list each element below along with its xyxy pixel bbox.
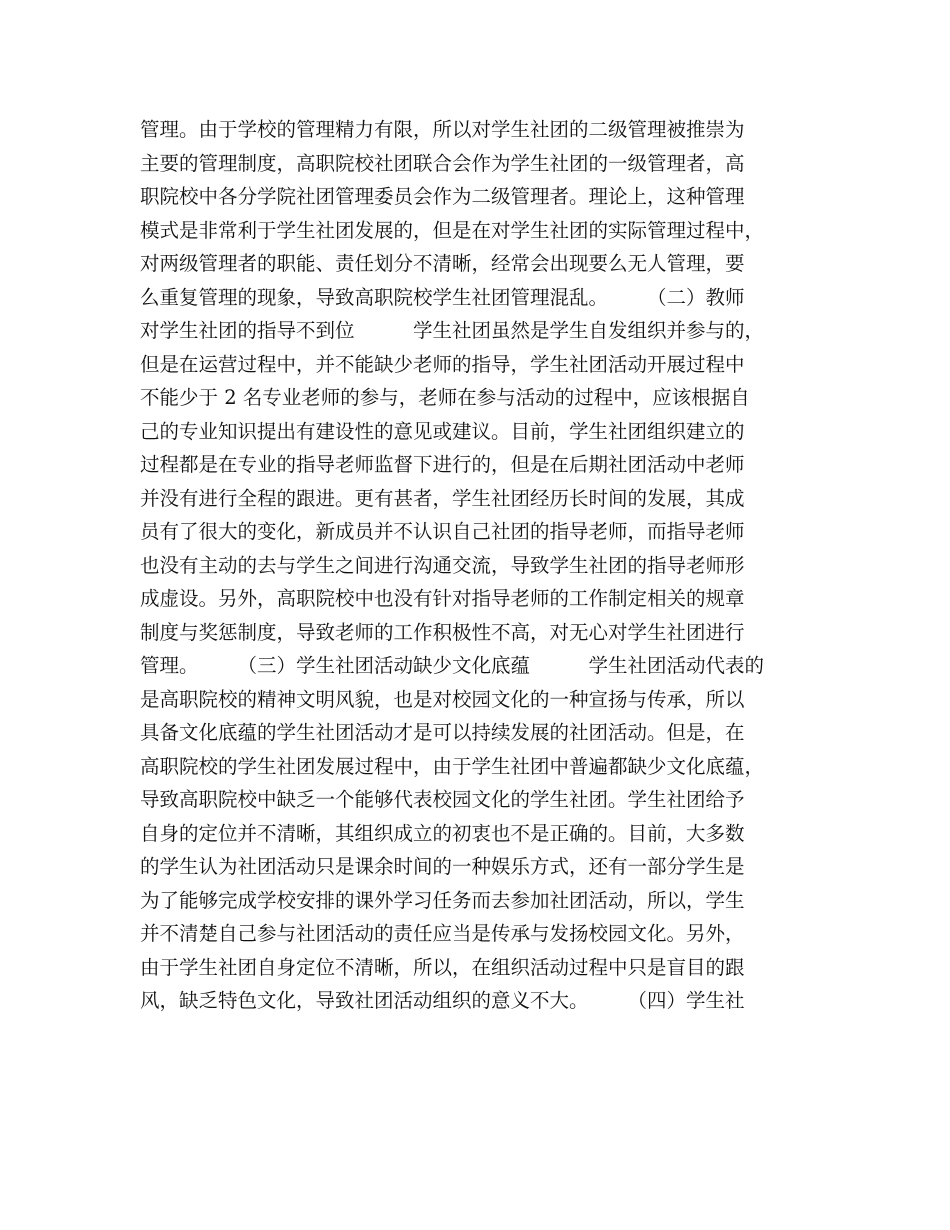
text-line: 为了能够完成学校安排的课外学习任务而去参加社团活动，所以，学生 [140, 888, 745, 912]
text-line: 过程都是在专业的指导老师监督下进行的，但是在后期社团活动中老师 [140, 453, 745, 476]
text-line: 己的专业知识提出有建设性的意见或建议。目前，学生社团组织建立的 [140, 419, 745, 443]
text-line: 由于学生社团自身定位不清晰，所以，在组织活动过程中只是盲目的跟 [140, 955, 745, 979]
text-line: 对学生社团的指导不到位 学生社团虽然是学生自发组织并参与的， [140, 319, 765, 342]
text-line: 的学生认为社团活动只是课余时间的一种娱乐方式，还有一部分学生是 [140, 855, 745, 878]
text-line: 成虚设。另外，高职院校中也没有针对指导老师的工作制定相关的规章 [140, 587, 745, 610]
text-line: 管理。由于学校的管理精力有限，所以对学生社团的二级管理被推崇为 [140, 118, 745, 141]
text-line: 并不清楚自己参与社团活动的责任应当是传承与发扬校园文化。另外， [140, 922, 745, 945]
text-line: 风，缺乏特色文化，导致社团活动组织的意义不大。 （四）学生社 [140, 989, 745, 1012]
body-text [140, 113, 830, 1018]
text-line: 么重复管理的现象，导致高职院校学生社团管理混乱。 （二）教师 [140, 285, 745, 309]
text-line: 是高职院校的精神文明风貌，也是对校园文化的一种宣扬与传承，所以 [140, 687, 745, 711]
text-line: 也没有主动的去与学生之间进行沟通交流，导致学生社团的指导老师形 [140, 553, 745, 577]
text-line: 主要的管理制度，高职院校社团联合会作为学生社团的一级管理者，高 [140, 151, 745, 175]
text-line: 员有了很大的变化，新成员并不认识自己社团的指导老师，而指导老师 [140, 520, 745, 543]
text-line: 制度与奖惩制度，导致老师的工作积极性不高，对无心对学生社团进行 [140, 620, 745, 644]
text-line: 不能少于 2 名专业老师的参与，老师在参与活动的过程中，应该根据自 [140, 386, 750, 409]
text-line: 但是在运营过程中，并不能缺少老师的指导，学生社团活动开展过程中 [140, 352, 745, 376]
text-line: 管理。 （三）学生社团活动缺少文化底蕴 学生社团活动代表的 [140, 654, 765, 677]
text-line: 高职院校的学生社团发展过程中，由于学生社团中普遍都缺少文化底蕴， [140, 754, 765, 778]
text-line: 并没有进行全程的跟进。更有甚者，学生社团经历长时间的发展，其成 [140, 486, 745, 510]
text-line: 对两级管理者的职能、责任划分不清晰，经常会出现要么无人管理，要 [140, 252, 745, 275]
text-line: 具备文化底蕴的学生社团活动才是可以持续发展的社团活动。但是，在 [140, 721, 745, 744]
text-line: 模式是非常利于学生社团发展的，但是在对学生社团的实际管理过程中， [140, 218, 765, 242]
text-line: 自身的定位并不清晰，其组织成立的初衷也不是正确的。目前，大多数 [140, 821, 745, 845]
text-line: 导致高职院校中缺乏一个能够代表校园文化的学生社团。学生社团给予 [140, 788, 745, 811]
text-line: 职院校中各分学院社团管理委员会作为二级管理者。理论上，这种管理 [140, 185, 745, 208]
